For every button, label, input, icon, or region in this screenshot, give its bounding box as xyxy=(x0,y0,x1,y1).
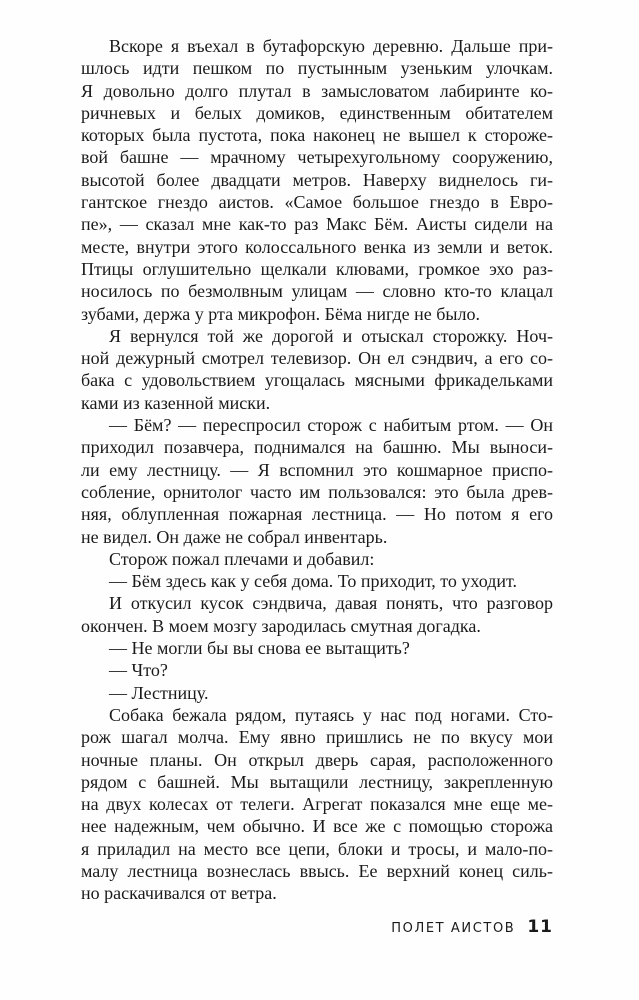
text-line: зубами, держа у рта микрофон. Бёма нигде не было. xyxy=(81,303,480,324)
text-line: Собака бежала рядом, путаясь у нас под ногами. Сто- xyxy=(109,704,553,725)
text-line: Вскоре я въехал в бутафорскую деревню. Дальше при- xyxy=(109,36,553,56)
text-line: — Лестницу. xyxy=(109,682,209,703)
text-line: пе», — сказал мне как-то раз Макс Бём. Аисты сидели на xyxy=(81,214,553,235)
text-line: гантское гнездо аистов. «Самое большое гнездо в Евро- xyxy=(81,192,553,213)
text-line: — Не могли бы вы снова ее вытащить? xyxy=(109,638,410,659)
text-line: приходил позавчера, поднимался на башню. Мы выноси- xyxy=(81,437,553,458)
text-line: собление, орнитолог часто им пользовался: это была древ- xyxy=(81,481,553,502)
text-line: ночные планы. Он открыл дверь сарая, расположенного xyxy=(81,749,553,770)
text-line: я приладил на место все цепи, блоки и тросы, и мало-по- xyxy=(81,838,553,859)
text-line: — Бём? — переспросил сторож с набитым ртом. — Он xyxy=(109,415,553,436)
text-line: высотой более двадцати метров. Наверху виднелось ги- xyxy=(81,169,553,190)
text-line: окончен. В моем мозгу зародилась смутная догадка. xyxy=(81,615,481,636)
text-line: нее надежным, чем обычно. И все же с помощью сторожа xyxy=(81,816,553,837)
text-line: на двух колесах от телеги. Агрегат показался мне еще ме- xyxy=(81,794,553,815)
text-line: носилось по безмолвным улицам — словно кто-то клацал xyxy=(81,281,553,302)
text-line: но раскачивался от ветра. xyxy=(81,883,277,904)
text-line: месте, внутри этого колоссального венка из земли и веток. xyxy=(81,236,553,257)
text-line: рядом с башней. Мы вытащили лестницу, закрепленную xyxy=(81,771,553,792)
text-line: бака с удовольствием угощалась мясными фрикадельками xyxy=(81,370,553,391)
running-title: ПОЛЕТ АИСТОВ xyxy=(391,921,516,936)
text-line: ками из казенной миски. xyxy=(81,392,271,413)
text-line: шлось идти пешком по пустынным узеньким улочкам. xyxy=(81,58,553,79)
page-number: 11 xyxy=(527,917,553,937)
text-line: Я вернулся той же дорогой и отыскал сторожку. Ноч- xyxy=(109,325,553,346)
text-line: ной дежурный смотрел телевизор. Он ел сэндвич, а его со- xyxy=(81,348,553,369)
text-line: — Что? xyxy=(109,660,168,681)
text-line: ричневых и белых домиков, единственным обитателем xyxy=(81,102,553,123)
text-line: рож шагал молча. Ему явно пришлись не по вкусу мои xyxy=(81,727,553,748)
body-text xyxy=(81,35,553,905)
text-line: — Бём здесь как у себя дома. То приходит, то уходит. xyxy=(109,571,517,592)
text-line: малу лестница вознеслась ввысь. Ее верхний конец силь- xyxy=(81,860,553,881)
text-line: вой башне — мрачному четырехугольному сооружению, xyxy=(81,147,553,168)
text-line: ли ему лестницу. — Я вспомнил это кошмарное приспо- xyxy=(81,459,553,480)
page-footer xyxy=(391,917,553,937)
text-line: няя, облупленная пожарная лестница. — Но потом я его xyxy=(81,504,553,525)
text-line: И откусил кусок сэндвича, давая понять, что разговор xyxy=(109,593,553,614)
text-line: не видел. Он даже не собрал инвентарь. xyxy=(81,526,388,547)
text-line: Я довольно долго плутал в замысловатом лабиринте ко- xyxy=(81,80,553,101)
text-line: Сторож пожал плечами и добавил: xyxy=(109,548,375,569)
text-line: которых была пустота, пока наконец не вышел к стороже- xyxy=(81,125,553,146)
text-line: Птицы оглушительно щелкали клювами, громкое эхо раз- xyxy=(81,258,553,279)
